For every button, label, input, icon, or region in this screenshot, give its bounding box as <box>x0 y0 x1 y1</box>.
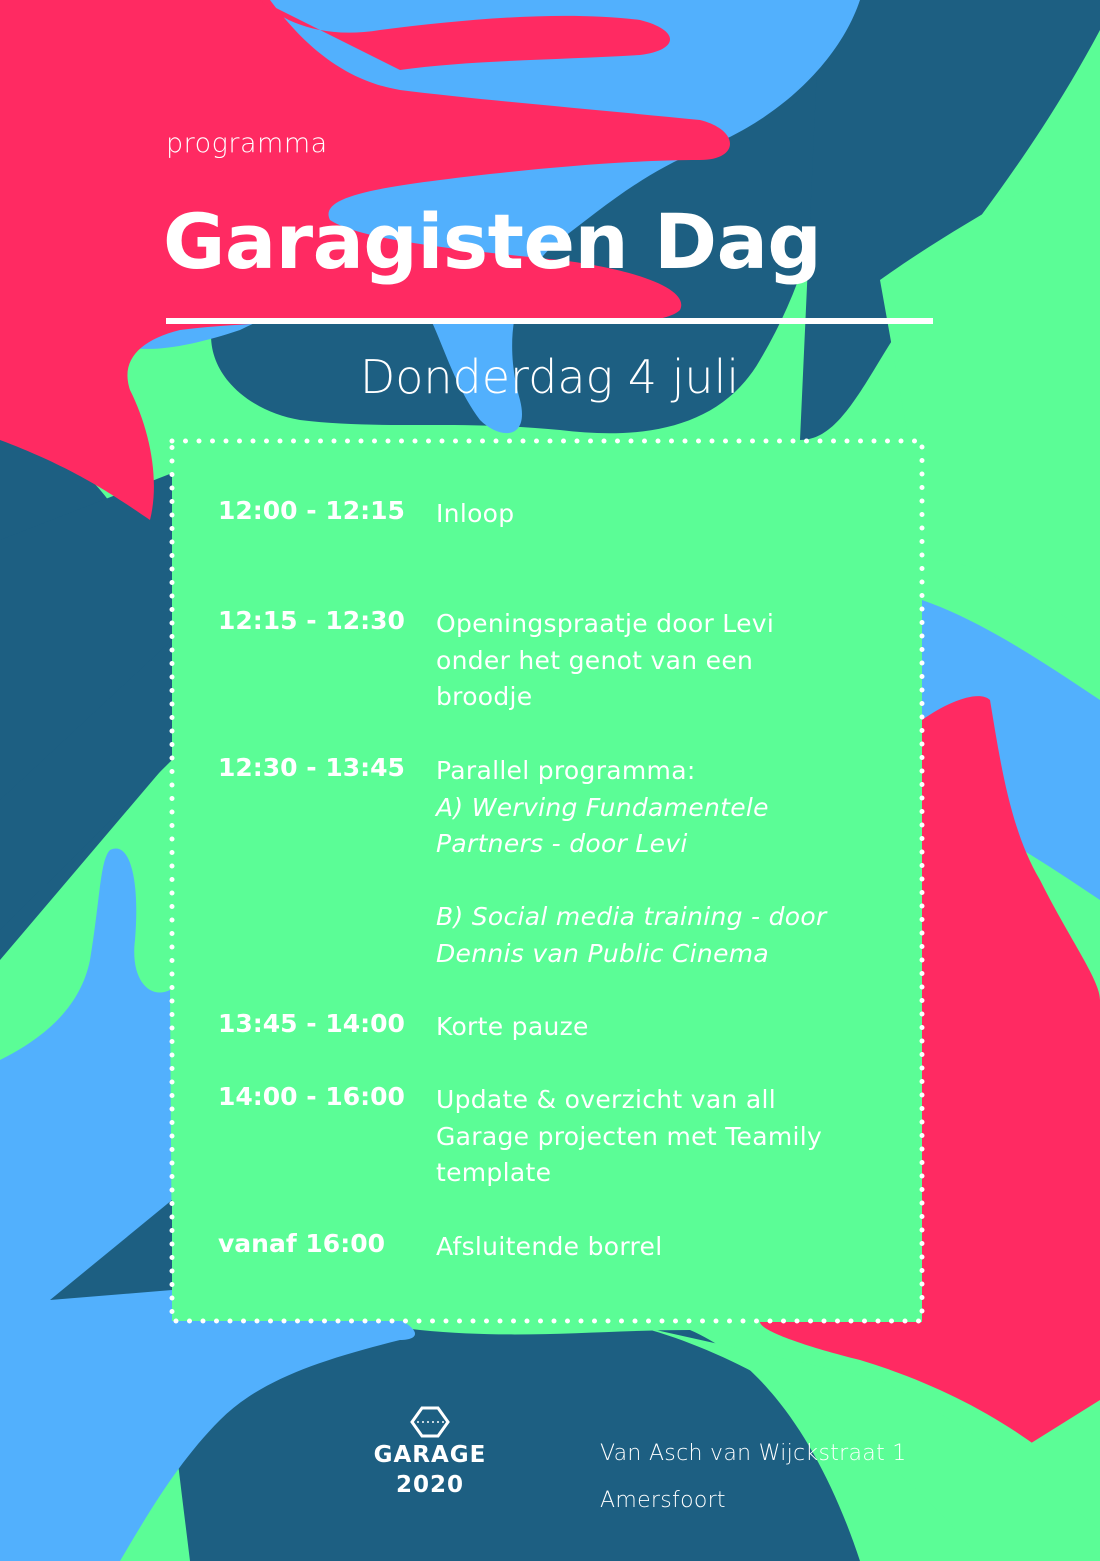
description-line: Garage projecten met Teamily <box>436 1121 823 1151</box>
schedule-time: 12:15 - 12:30 <box>218 606 405 635</box>
session-a-line: Partners - door Levi <box>436 829 688 858</box>
schedule-time: 12:30 - 13:45 <box>218 753 405 782</box>
description-line: Parallel programma: <box>436 756 696 785</box>
page-title: Garagisten Dag <box>163 197 822 286</box>
overline-label: programma <box>166 128 328 159</box>
event-date: Donderdag 4 juli <box>359 350 740 404</box>
logo-wordmark <box>360 1440 500 1500</box>
schedule-time: 13:45 - 14:00 <box>218 1009 405 1038</box>
description-line: Openingspraatje door Levi <box>436 609 775 638</box>
session-b-line: B) Social media training - door <box>436 902 827 931</box>
session-a-line: A) Werving Fundamentele <box>436 792 769 822</box>
description-line: onder het genot van een <box>436 645 754 675</box>
schedule-time: vanaf 16:00 <box>218 1229 385 1258</box>
logo-line: 2020 <box>395 1472 464 1498</box>
logo-line: GARAGE <box>373 1442 487 1468</box>
schedule-description <box>436 606 906 716</box>
description-line: Afsluitende borrel <box>436 1232 663 1261</box>
schedule-description <box>436 1229 906 1266</box>
schedule-time: 14:00 - 16:00 <box>218 1082 405 1111</box>
schedule-description <box>436 496 906 533</box>
description-line: Update & overzicht van all <box>436 1085 777 1114</box>
title-underline-divider <box>166 318 933 324</box>
address-street: Van Asch van Wijckstraat 1 <box>600 1441 907 1466</box>
address-city: Amersfoort <box>600 1488 726 1513</box>
session-b-line: Dennis van Public Cinema <box>436 938 770 968</box>
description-line: Inloop <box>436 499 515 528</box>
venue-address <box>600 1430 907 1524</box>
description-line: broodje <box>436 682 533 711</box>
schedule-panel <box>172 441 922 1321</box>
spacer <box>436 863 906 900</box>
schedule-description <box>436 1009 906 1046</box>
schedule-description <box>436 1082 906 1192</box>
schedule-time: 12:00 - 12:15 <box>218 496 405 525</box>
description-line: template <box>436 1158 552 1187</box>
schedule-description <box>436 753 906 972</box>
description-line: Korte pauze <box>436 1012 589 1041</box>
